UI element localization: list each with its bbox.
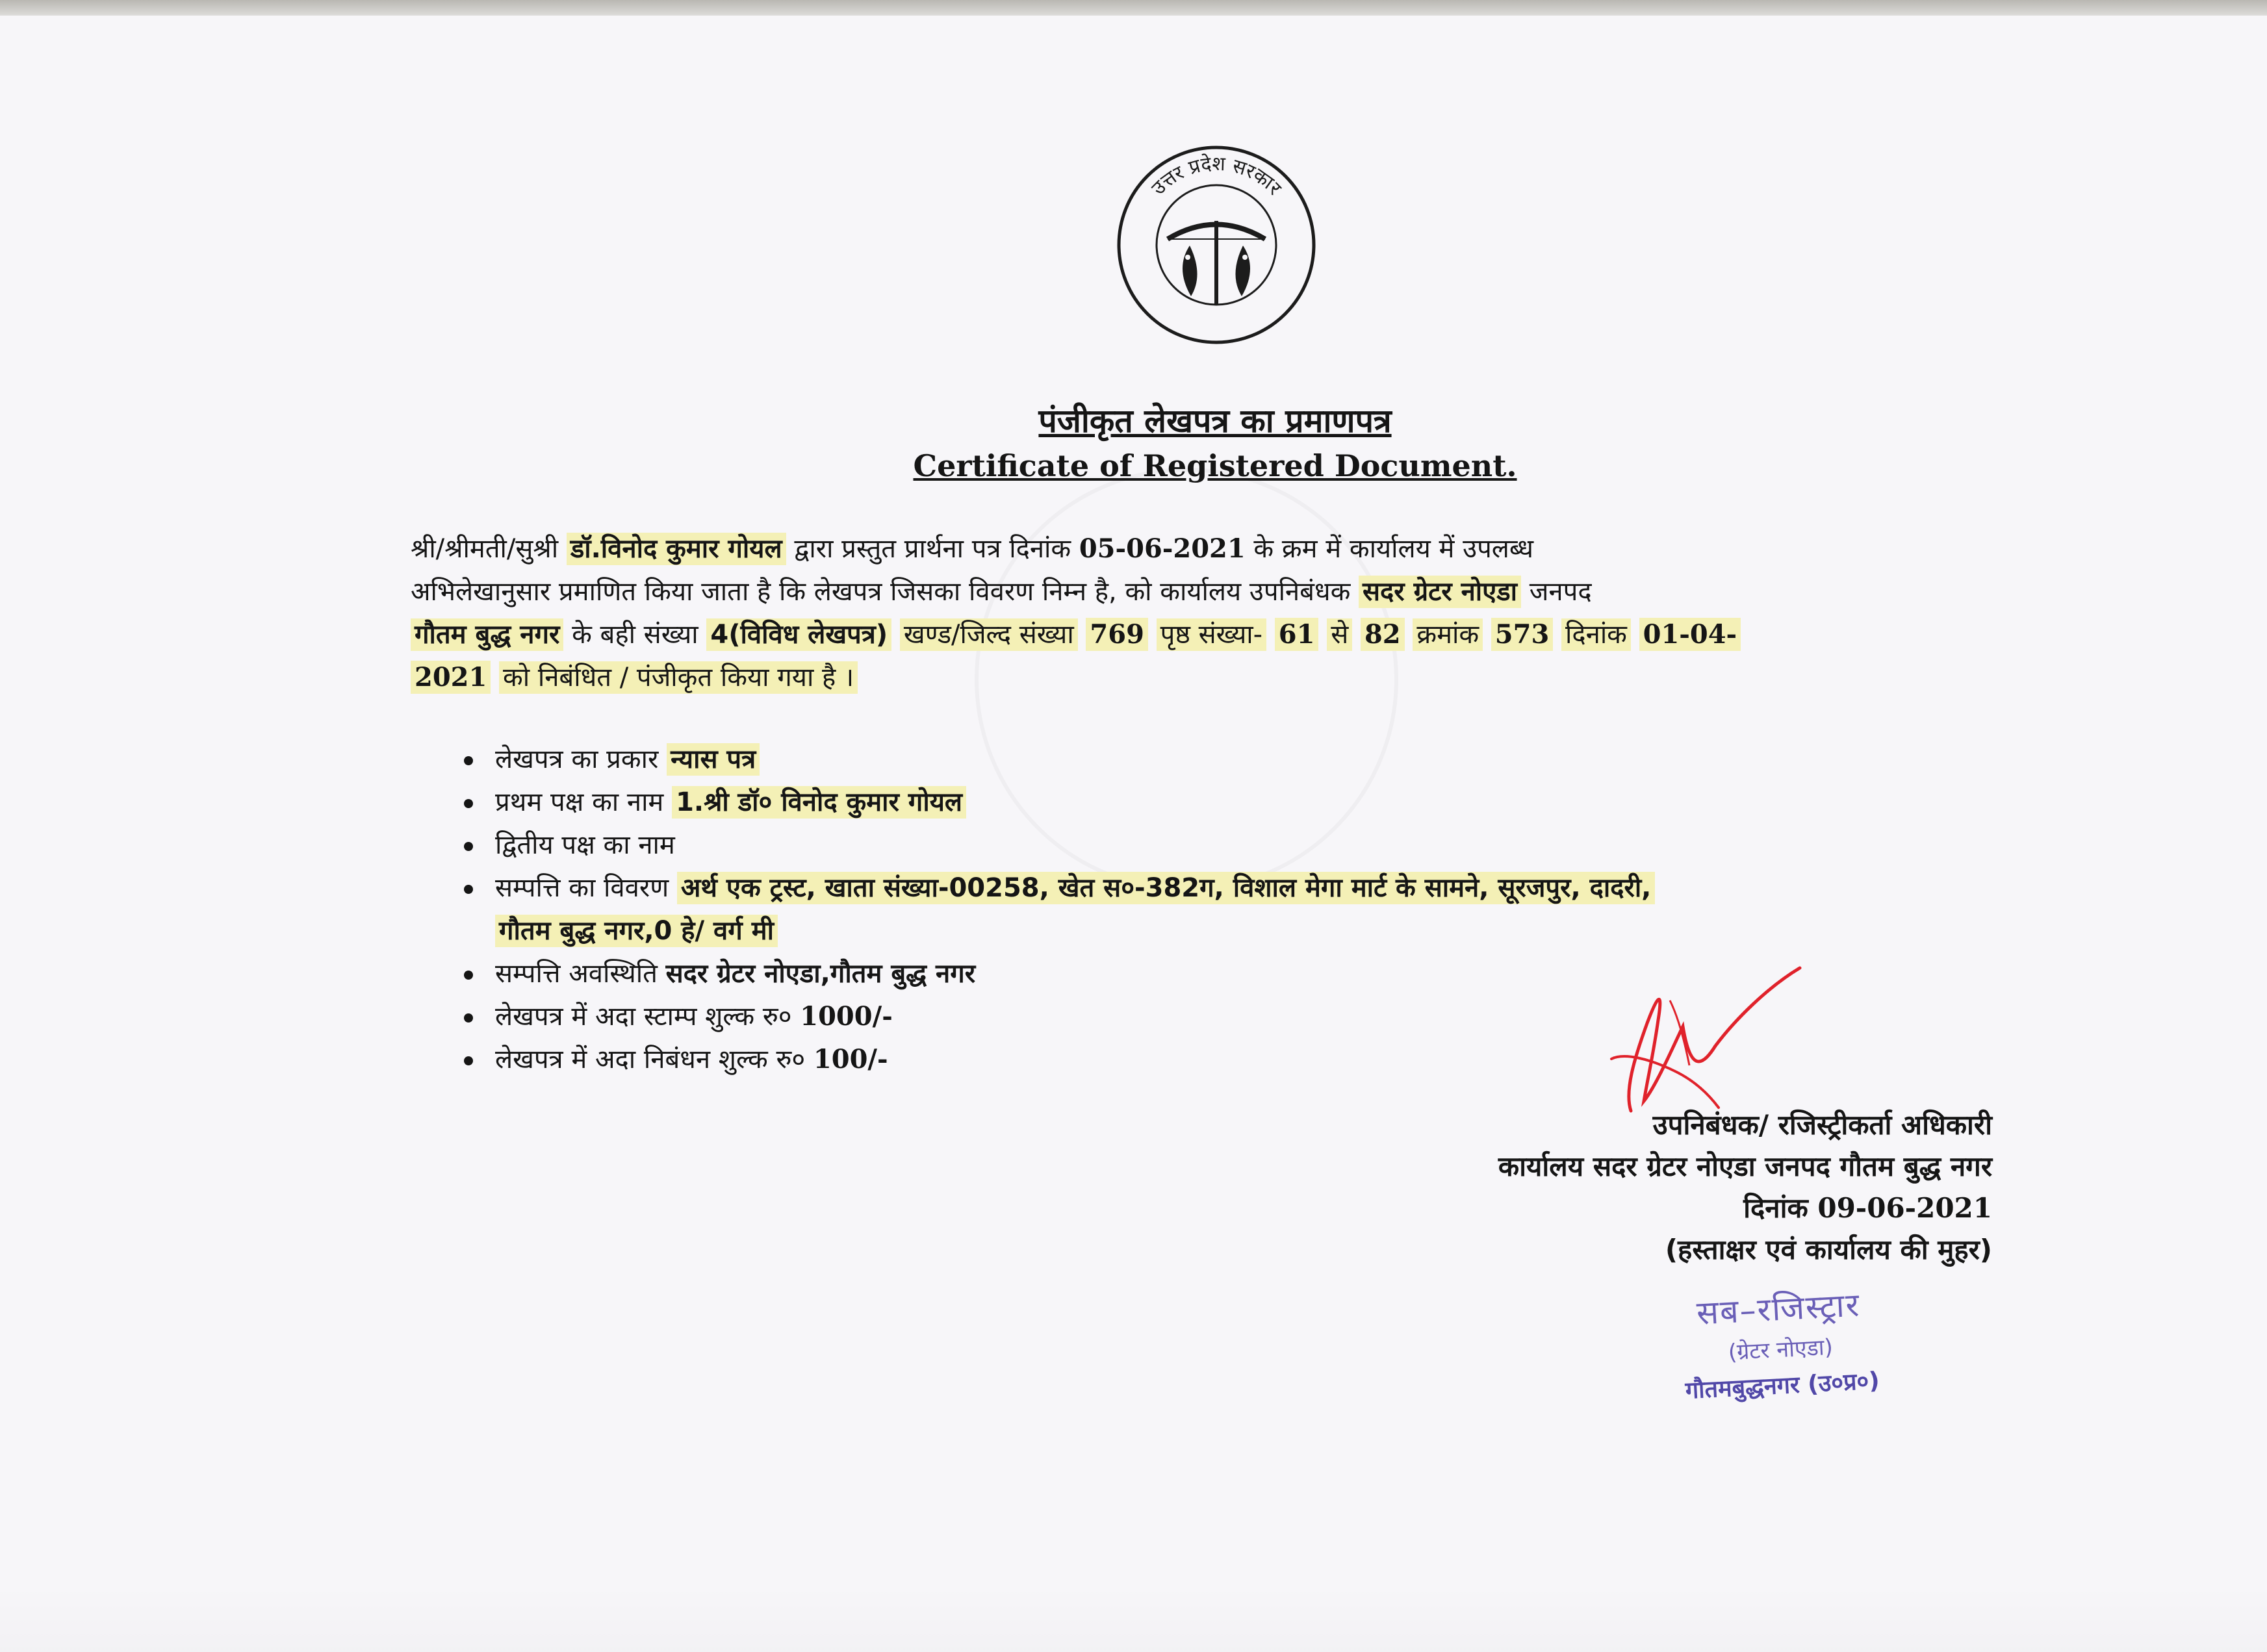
property-label: सम्पत्ति का विवरण xyxy=(495,873,669,903)
handwritten-signature xyxy=(1585,961,1819,1117)
stamp-line-1: सब–रजिस्ट्रार xyxy=(1695,1286,1862,1332)
page-to: 82 xyxy=(1361,618,1405,651)
paragraph-line-4 xyxy=(411,656,2074,699)
page-from: 61 xyxy=(1275,618,1319,651)
application-date: 05-06-2021 xyxy=(1079,533,1246,564)
location-label: सम्पत्ति अवस्थिति xyxy=(495,959,658,989)
up-government-emblem-icon xyxy=(1113,142,1320,348)
signature-seal-note: (हस्ताक्षर एवं कार्यालय की मुहर) xyxy=(1665,1234,1992,1265)
property-value-line1: अर्थ एक ट्रस्ट, खाता संख्या-00258, खेत स०-382ग, विशाल मेगा मार्ट के सामने, सूरजपुर, दादरी, xyxy=(677,872,1656,904)
paragraph-text: पृष्ठ संख्या- xyxy=(1157,618,1266,651)
signatory-designation: उपनिबंधक/ रजिस्ट्रीकर्ता अधिकारी xyxy=(1652,1109,1992,1141)
paragraph-text: द्वारा प्रस्तुत प्रार्थना पत्र दिनांक xyxy=(794,534,1071,564)
scan-top-edge xyxy=(0,0,2267,16)
stamp-line-2: (ग्रेटर नोएडा) xyxy=(1727,1334,1834,1366)
paragraph-text: क्रमांक xyxy=(1413,618,1483,651)
paragraph-text: अभिलेखानुसार प्रमाणित किया जाता है कि लेखपत्र जिसका विवरण निम्न है, को कार्यालय उपनिबंधक xyxy=(411,577,1351,607)
paragraph-line-1 xyxy=(411,527,2074,570)
emblem-text: उत्तर प्रदेश सरकार xyxy=(1147,152,1286,200)
stamp-line-3: गौतमबुद्धनगर (उ०प्र०) xyxy=(1684,1367,1880,1404)
district-name: गौतम बुद्ध नगर xyxy=(411,618,563,651)
property-value-line2: गौतम बुद्ध नगर,0 हे/ वर्ग मी xyxy=(495,915,778,947)
certificate-title-english: Certificate of Registered Document. xyxy=(913,448,1517,483)
serial-number: 573 xyxy=(1491,618,1554,651)
signatory-date-line xyxy=(1202,1188,1992,1229)
list-item-property xyxy=(455,867,2047,952)
signatory-date-label: दिनांक xyxy=(1743,1192,1808,1224)
paragraph-text: दिनांक xyxy=(1561,618,1631,651)
paragraph-text: के बही संख्या xyxy=(572,620,698,650)
registration-fee-value: 100/- xyxy=(813,1044,888,1074)
applicant-name: डॉ.विनोद कुमार गोयल xyxy=(567,533,786,565)
salutation: श्री/श्रीमती/सुश्री xyxy=(411,534,559,564)
document-type-label: लेखपत्र का प्रकार xyxy=(495,744,659,774)
second-party-label: द्वितीय पक्ष का नाम xyxy=(495,830,675,860)
stamp-fee-value: 1000/- xyxy=(800,1001,893,1032)
paragraph-text: से xyxy=(1327,618,1352,651)
registration-fee-label: लेखपत्र में अदा निबंधन शुल्क रु० xyxy=(495,1045,806,1074)
paragraph-text: जनपद xyxy=(1529,577,1592,607)
paragraph-line-2 xyxy=(411,570,2074,613)
first-party-label: प्रथम पक्ष का नाम xyxy=(495,787,664,817)
registrar-office: सदर ग्रेटर नोएडा xyxy=(1359,576,1521,608)
list-item-second-party xyxy=(455,824,2047,867)
sub-registrar-stamp xyxy=(1609,1278,1953,1414)
list-item-document-type xyxy=(455,738,2047,781)
list-item-first-party xyxy=(455,781,2047,824)
scan-bottom-edge xyxy=(0,1585,2267,1652)
paragraph-text: को निबंधित / पंजीकृत किया गया है । xyxy=(499,661,858,694)
certificate-title-hindi: पंजीकृत लेखपत्र का प्रमाणपत्र xyxy=(1038,402,1392,440)
book-number: 4(विविध लेखपत्र) xyxy=(706,618,891,651)
document-type-value: न्यास पत्र xyxy=(667,743,760,776)
signatory-date: 09-06-2021 xyxy=(1817,1192,1992,1224)
paragraph-text: के क्रम में कार्यालय में उपलब्ध xyxy=(1253,534,1534,564)
location-value: सदर ग्रेटर नोएडा,गौतम बुद्ध नगर xyxy=(665,959,976,989)
stamp-fee-label: लेखपत्र में अदा स्टाम्प शुल्क रु० xyxy=(495,1002,792,1032)
paragraph-text: खण्ड/जिल्द संख्या xyxy=(900,618,1078,651)
first-party-value: 1.श्री डॉ० विनोद कुमार गोयल xyxy=(672,786,966,819)
paragraph-line-3 xyxy=(411,613,2074,656)
registration-date-part2: 2021 xyxy=(411,661,491,694)
signatory-block xyxy=(1202,1104,1992,1271)
registration-date-part1: 01-04- xyxy=(1639,618,1741,651)
certificate-paragraph xyxy=(411,527,2074,699)
volume-number: 769 xyxy=(1086,618,1148,651)
signatory-office: कार्यालय सदर ग्रेटर नोएडा जनपद गौतम बुद्ध नगर xyxy=(1498,1150,1992,1182)
